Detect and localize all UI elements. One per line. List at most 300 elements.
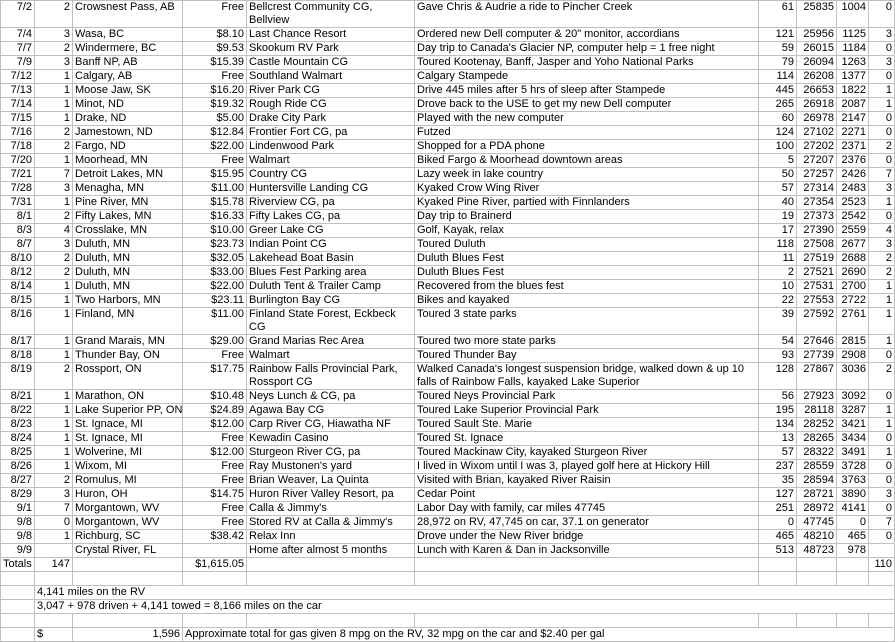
odometer-cell[interactable]: 25956 [797, 28, 837, 42]
odometer-cell[interactable]: 25835 [797, 1, 837, 28]
campground-cell[interactable]: Riverview CG, pa [247, 196, 415, 210]
count-cell[interactable]: 0 [869, 112, 895, 126]
campground-cell[interactable]: Calla & Jimmy's [247, 502, 415, 516]
car-miles-cell[interactable]: 2087 [837, 98, 869, 112]
location-cell[interactable]: St. Ignace, MI [73, 418, 183, 432]
count-cell[interactable]: 0 [869, 210, 895, 224]
date-cell[interactable]: 7/9 [1, 56, 35, 70]
campground-cell[interactable]: Greer Lake CG [247, 224, 415, 238]
count-cell[interactable]: 3 [869, 238, 895, 252]
date-cell[interactable]: 7/18 [1, 140, 35, 154]
date-cell[interactable]: 9/9 [1, 544, 35, 558]
cost-cell[interactable]: $17.75 [183, 363, 247, 390]
odometer-cell[interactable]: 27519 [797, 252, 837, 266]
empty-cell[interactable] [1, 628, 35, 642]
date-cell[interactable]: 8/3 [1, 224, 35, 238]
nights-cell[interactable]: 3 [35, 28, 73, 42]
car-miles-cell[interactable]: 1004 [837, 1, 869, 28]
miles-cell[interactable]: 445 [759, 84, 797, 98]
cost-cell[interactable]: $14.75 [183, 488, 247, 502]
car-miles-cell[interactable]: 2690 [837, 266, 869, 280]
notes-cell[interactable]: Toured Duluth [415, 238, 759, 252]
notes-cell[interactable]: Biked Fargo & Moorhead downtown areas [415, 154, 759, 168]
location-cell[interactable]: Drake, ND [73, 112, 183, 126]
odometer-cell[interactable]: 27867 [797, 363, 837, 390]
date-cell[interactable]: 7/14 [1, 98, 35, 112]
cost-cell[interactable]: $19.32 [183, 98, 247, 112]
miles-cell[interactable]: 79 [759, 56, 797, 70]
location-cell[interactable]: Calgary, AB [73, 70, 183, 84]
odometer-cell[interactable]: 47745 [797, 516, 837, 530]
car-miles-cell[interactable]: 2523 [837, 196, 869, 210]
location-cell[interactable]: Finland, MN [73, 308, 183, 335]
date-cell[interactable]: 8/16 [1, 308, 35, 335]
nights-cell[interactable]: 2 [35, 252, 73, 266]
campground-cell[interactable]: Rough Ride CG [247, 98, 415, 112]
odometer-cell[interactable]: 28721 [797, 488, 837, 502]
odometer-cell[interactable]: 26978 [797, 112, 837, 126]
notes-cell[interactable]: Toured Neys Provincial Park [415, 390, 759, 404]
date-cell[interactable]: 8/7 [1, 238, 35, 252]
date-cell[interactable]: 8/19 [1, 363, 35, 390]
cost-cell[interactable]: Free [183, 1, 247, 28]
cost-cell[interactable]: $22.00 [183, 140, 247, 154]
location-cell[interactable]: Duluth, MN [73, 238, 183, 252]
odometer-cell[interactable]: 27553 [797, 294, 837, 308]
campground-cell[interactable]: River Park CG [247, 84, 415, 98]
odometer-cell[interactable]: 28594 [797, 474, 837, 488]
miles-cell[interactable]: 13 [759, 432, 797, 446]
cost-cell[interactable]: $16.20 [183, 84, 247, 98]
cost-cell[interactable]: $11.00 [183, 308, 247, 335]
date-cell[interactable]: 9/8 [1, 530, 35, 544]
date-cell[interactable]: 7/28 [1, 182, 35, 196]
location-cell[interactable]: Crosslake, MN [73, 224, 183, 238]
nights-cell[interactable]: 7 [35, 168, 73, 182]
location-cell[interactable]: Fifty Lakes, MN [73, 210, 183, 224]
totals-label[interactable]: Totals [1, 558, 35, 572]
location-cell[interactable]: Pine River, MN [73, 196, 183, 210]
car-miles-cell[interactable]: 978 [837, 544, 869, 558]
empty-cell[interactable] [415, 572, 759, 586]
odometer-cell[interactable]: 27646 [797, 335, 837, 349]
count-cell[interactable]: 3 [869, 488, 895, 502]
odometer-cell[interactable]: 26653 [797, 84, 837, 98]
cost-cell[interactable]: $5.00 [183, 112, 247, 126]
campground-cell[interactable]: Sturgeon River CG, pa [247, 446, 415, 460]
gas-note[interactable]: Approximate total for gas given 8 mpg on the RV, 32 mpg on the car and $2.40 per gal [183, 628, 895, 642]
notes-cell[interactable]: Toured Mackinaw City, kayaked Sturgeon River [415, 446, 759, 460]
notes-cell[interactable]: Lazy week in lake country [415, 168, 759, 182]
nights-cell[interactable]: 2 [35, 266, 73, 280]
car-miles-cell[interactable]: 1125 [837, 28, 869, 42]
date-cell[interactable]: 8/22 [1, 404, 35, 418]
notes-cell[interactable]: Cedar Point [415, 488, 759, 502]
cost-cell[interactable]: $12.84 [183, 126, 247, 140]
notes-cell[interactable]: Lunch with Karen & Dan in Jacksonville [415, 544, 759, 558]
cost-cell[interactable]: Free [183, 474, 247, 488]
count-cell[interactable]: 3 [869, 28, 895, 42]
nights-cell[interactable]: 3 [35, 238, 73, 252]
empty-cell[interactable] [247, 558, 415, 572]
count-cell[interactable]: 1 [869, 196, 895, 210]
campground-cell[interactable]: Blues Fest Parking area [247, 266, 415, 280]
campground-cell[interactable]: Lakehead Boat Basin [247, 252, 415, 266]
nights-cell[interactable]: 2 [35, 363, 73, 390]
nights-cell[interactable]: 1 [35, 154, 73, 168]
campground-cell[interactable]: Huntersville Landing CG [247, 182, 415, 196]
location-cell[interactable]: Wolverine, MI [73, 446, 183, 460]
car-miles-cell[interactable]: 2908 [837, 349, 869, 363]
campground-cell[interactable]: Castle Mountain CG [247, 56, 415, 70]
campground-cell[interactable]: Brian Weaver, La Quinta [247, 474, 415, 488]
empty-cell[interactable] [759, 558, 797, 572]
miles-cell[interactable]: 2 [759, 266, 797, 280]
odometer-cell[interactable]: 26094 [797, 56, 837, 70]
car-miles-cell[interactable]: 2815 [837, 335, 869, 349]
cost-cell[interactable]: $32.05 [183, 252, 247, 266]
nights-cell[interactable]: 1 [35, 98, 73, 112]
cost-cell[interactable]: $24.89 [183, 404, 247, 418]
date-cell[interactable]: 8/24 [1, 432, 35, 446]
cost-cell[interactable]: $9.53 [183, 42, 247, 56]
car-miles-cell[interactable]: 2376 [837, 154, 869, 168]
count-cell[interactable]: 0 [869, 126, 895, 140]
miles-cell[interactable]: 0 [759, 516, 797, 530]
nights-cell[interactable]: 1 [35, 294, 73, 308]
miles-cell[interactable]: 56 [759, 390, 797, 404]
notes-cell[interactable]: Ordered new Dell computer & 20" monitor, accordians [415, 28, 759, 42]
notes-cell[interactable]: Drove back to the USE to get my new Dell computer [415, 98, 759, 112]
notes-cell[interactable]: Duluth Blues Fest [415, 252, 759, 266]
campground-cell[interactable]: Skookum RV Park [247, 42, 415, 56]
count-cell[interactable]: 1 [869, 84, 895, 98]
campground-cell[interactable]: Fifty Lakes CG, pa [247, 210, 415, 224]
date-cell[interactable]: 7/16 [1, 126, 35, 140]
notes-cell[interactable]: Bikes and kayaked [415, 294, 759, 308]
location-cell[interactable]: Thunder Bay, ON [73, 349, 183, 363]
odometer-cell[interactable]: 27390 [797, 224, 837, 238]
nights-cell[interactable]: 1 [35, 70, 73, 84]
miles-cell[interactable]: 118 [759, 238, 797, 252]
location-cell[interactable]: Detroit Lakes, MN [73, 168, 183, 182]
location-cell[interactable]: Morgantown, WV [73, 502, 183, 516]
count-cell[interactable]: 0 [869, 42, 895, 56]
empty-cell[interactable] [797, 558, 837, 572]
nights-cell[interactable]: 2 [35, 140, 73, 154]
notes-cell[interactable]: Labor Day with family, car miles 47745 [415, 502, 759, 516]
odometer-cell[interactable]: 28972 [797, 502, 837, 516]
car-miles-cell[interactable]: 2483 [837, 182, 869, 196]
campground-cell[interactable]: Neys Lunch & CG, pa [247, 390, 415, 404]
miles-cell[interactable]: 22 [759, 294, 797, 308]
odometer-cell[interactable]: 27202 [797, 140, 837, 154]
notes-cell[interactable]: Toured two more state parks [415, 335, 759, 349]
empty-cell[interactable] [837, 558, 869, 572]
count-cell[interactable]: 0 [869, 460, 895, 474]
date-cell[interactable]: 8/14 [1, 280, 35, 294]
location-cell[interactable]: Wixom, MI [73, 460, 183, 474]
nights-cell[interactable]: 1 [35, 404, 73, 418]
location-cell[interactable]: Two Harbors, MN [73, 294, 183, 308]
date-cell[interactable]: 7/31 [1, 196, 35, 210]
location-cell[interactable]: Morgantown, WV [73, 516, 183, 530]
count-cell[interactable]: 0 [869, 70, 895, 84]
date-cell[interactable]: 8/26 [1, 460, 35, 474]
notes-cell[interactable]: Day trip to Brainerd [415, 210, 759, 224]
empty-cell[interactable] [415, 558, 759, 572]
car-miles-cell[interactable]: 2371 [837, 140, 869, 154]
empty-cell[interactable] [247, 572, 415, 586]
campground-cell[interactable]: Frontier Fort CG, pa [247, 126, 415, 140]
odometer-cell[interactable]: 27102 [797, 126, 837, 140]
notes-cell[interactable]: Drove under the New River bridge [415, 530, 759, 544]
campground-cell[interactable]: Huron River Valley Resort, pa [247, 488, 415, 502]
miles-cell[interactable]: 93 [759, 349, 797, 363]
empty-cell[interactable] [1, 572, 35, 586]
car-miles-cell[interactable]: 0 [837, 516, 869, 530]
cost-cell[interactable]: $11.00 [183, 182, 247, 196]
car-miles-cell[interactable]: 2722 [837, 294, 869, 308]
miles-cell[interactable]: 11 [759, 252, 797, 266]
nights-cell[interactable]: 2 [35, 42, 73, 56]
empty-cell[interactable] [247, 614, 415, 628]
count-cell[interactable]: 0 [869, 530, 895, 544]
odometer-cell[interactable]: 26918 [797, 98, 837, 112]
location-cell[interactable]: Fargo, ND [73, 140, 183, 154]
miles-cell[interactable]: 17 [759, 224, 797, 238]
notes-cell[interactable]: Toured Thunder Bay [415, 349, 759, 363]
date-cell[interactable]: 8/12 [1, 266, 35, 280]
odometer-cell[interactable]: 27373 [797, 210, 837, 224]
campground-cell[interactable]: Kewadin Casino [247, 432, 415, 446]
odometer-cell[interactable]: 27508 [797, 238, 837, 252]
notes-cell[interactable]: I lived in Wixom until I was 3, played golf here at Hickory Hill [415, 460, 759, 474]
cost-cell[interactable]: $15.39 [183, 56, 247, 70]
empty-cell[interactable] [415, 614, 759, 628]
notes-cell[interactable]: Futzed [415, 126, 759, 140]
miles-cell[interactable]: 61 [759, 1, 797, 28]
odometer-cell[interactable]: 27521 [797, 266, 837, 280]
location-cell[interactable]: Huron, OH [73, 488, 183, 502]
count-cell[interactable]: 2 [869, 363, 895, 390]
miles-cell[interactable]: 465 [759, 530, 797, 544]
odometer-cell[interactable]: 28252 [797, 418, 837, 432]
nights-cell[interactable]: 1 [35, 349, 73, 363]
count-cell[interactable]: 0 [869, 432, 895, 446]
location-cell[interactable]: Moorhead, MN [73, 154, 183, 168]
date-cell[interactable]: 8/10 [1, 252, 35, 266]
date-cell[interactable]: 9/1 [1, 502, 35, 516]
odometer-cell[interactable]: 27314 [797, 182, 837, 196]
location-cell[interactable]: Romulus, MI [73, 474, 183, 488]
location-cell[interactable]: Crowsnest Pass, AB [73, 1, 183, 28]
notes-cell[interactable]: Drive 445 miles after 5 hrs of sleep after Stampede [415, 84, 759, 98]
cost-cell[interactable]: $16.33 [183, 210, 247, 224]
empty-cell[interactable] [759, 572, 797, 586]
notes-cell[interactable]: Toured 3 state parks [415, 308, 759, 335]
count-cell[interactable]: 1 [869, 335, 895, 349]
miles-cell[interactable]: 195 [759, 404, 797, 418]
miles-cell[interactable]: 513 [759, 544, 797, 558]
car-miles-cell[interactable]: 465 [837, 530, 869, 544]
count-cell[interactable]: 2 [869, 252, 895, 266]
date-cell[interactable]: 8/27 [1, 474, 35, 488]
campground-cell[interactable]: Agawa Bay CG [247, 404, 415, 418]
cost-cell[interactable]: $15.95 [183, 168, 247, 182]
notes-cell[interactable]: Calgary Stampede [415, 70, 759, 84]
empty-cell[interactable] [837, 572, 869, 586]
cost-cell[interactable]: $23.11 [183, 294, 247, 308]
car-miles-cell[interactable]: 2147 [837, 112, 869, 126]
date-cell[interactable]: 8/23 [1, 418, 35, 432]
car-miles-cell[interactable]: 2426 [837, 168, 869, 182]
odometer-cell[interactable]: 28559 [797, 460, 837, 474]
cost-cell[interactable]: $10.00 [183, 224, 247, 238]
nights-cell[interactable]: 1 [35, 390, 73, 404]
car-miles-cell[interactable]: 2761 [837, 308, 869, 335]
campground-cell[interactable]: Last Chance Resort [247, 28, 415, 42]
cost-cell[interactable]: $38.42 [183, 530, 247, 544]
nights-cell[interactable]: 3 [35, 56, 73, 70]
car-miles-note[interactable]: 3,047 + 978 driven + 4,141 towed = 8,166 miles on the car [35, 600, 895, 614]
location-cell[interactable]: Windermere, BC [73, 42, 183, 56]
notes-cell[interactable]: Day trip to Canada's Glacier NP, computer help = 1 free night [415, 42, 759, 56]
campground-cell[interactable]: Rainbow Falls Provincial Park, Rossport CG [247, 363, 415, 390]
nights-cell[interactable]: 3 [35, 182, 73, 196]
nights-cell[interactable] [35, 544, 73, 558]
location-cell[interactable]: Rossport, ON [73, 363, 183, 390]
car-miles-cell[interactable]: 1184 [837, 42, 869, 56]
empty-cell[interactable] [73, 558, 183, 572]
campground-cell[interactable]: Ray Mustonen's yard [247, 460, 415, 474]
car-miles-cell[interactable]: 2271 [837, 126, 869, 140]
car-miles-cell[interactable]: 3287 [837, 404, 869, 418]
gas-amount[interactable]: 1,596 [73, 628, 183, 642]
nights-cell[interactable]: 7 [35, 502, 73, 516]
miles-cell[interactable]: 251 [759, 502, 797, 516]
gas-currency[interactable]: $ [35, 628, 73, 642]
count-cell[interactable]: 1 [869, 98, 895, 112]
count-cell[interactable]: 0 [869, 474, 895, 488]
miles-cell[interactable]: 57 [759, 182, 797, 196]
car-miles-cell[interactable]: 3728 [837, 460, 869, 474]
location-cell[interactable]: Duluth, MN [73, 280, 183, 294]
nights-cell[interactable]: 0 [35, 516, 73, 530]
notes-cell[interactable]: 28,972 on RV, 47,745 on car, 37.1 on generator [415, 516, 759, 530]
nights-cell[interactable]: 1 [35, 196, 73, 210]
campground-cell[interactable]: Drake City Park [247, 112, 415, 126]
miles-cell[interactable]: 59 [759, 42, 797, 56]
nights-cell[interactable]: 2 [35, 126, 73, 140]
notes-cell[interactable]: Toured St. Ignace [415, 432, 759, 446]
notes-cell[interactable]: Recovered from the blues fest [415, 280, 759, 294]
count-cell[interactable]: 4 [869, 224, 895, 238]
campground-cell[interactable]: Home after almost 5 months [247, 544, 415, 558]
miles-cell[interactable]: 100 [759, 140, 797, 154]
count-cell[interactable]: 1 [869, 308, 895, 335]
date-cell[interactable]: 8/21 [1, 390, 35, 404]
location-cell[interactable]: Crystal River, FL [73, 544, 183, 558]
odometer-cell[interactable]: 26015 [797, 42, 837, 56]
location-cell[interactable]: Richburg, SC [73, 530, 183, 544]
miles-cell[interactable]: 39 [759, 308, 797, 335]
count-cell[interactable]: 1 [869, 418, 895, 432]
count-cell[interactable]: 0 [869, 154, 895, 168]
nights-cell[interactable]: 1 [35, 84, 73, 98]
odometer-cell[interactable]: 27354 [797, 196, 837, 210]
campground-cell[interactable]: Finland State Forest, Eckbeck CG [247, 308, 415, 335]
count-cell[interactable]: 1 [869, 294, 895, 308]
location-cell[interactable]: Grand Marais, MN [73, 335, 183, 349]
odometer-cell[interactable]: 28265 [797, 432, 837, 446]
nights-cell[interactable]: 2 [35, 1, 73, 28]
empty-cell[interactable] [1, 586, 35, 600]
car-miles-cell[interactable]: 3036 [837, 363, 869, 390]
odometer-cell[interactable]: 27592 [797, 308, 837, 335]
campground-cell[interactable]: Relax Inn [247, 530, 415, 544]
odometer-cell[interactable]: 27531 [797, 280, 837, 294]
location-cell[interactable]: Menagha, MN [73, 182, 183, 196]
car-miles-cell[interactable]: 2688 [837, 252, 869, 266]
date-cell[interactable]: 7/2 [1, 1, 35, 28]
campground-cell[interactable]: Lindenwood Park [247, 140, 415, 154]
cost-cell[interactable]: Free [183, 460, 247, 474]
empty-cell[interactable] [35, 572, 73, 586]
nights-cell[interactable]: 1 [35, 418, 73, 432]
nights-cell[interactable]: 1 [35, 446, 73, 460]
cost-cell[interactable]: Free [183, 349, 247, 363]
totals-count[interactable]: 110 [869, 558, 895, 572]
count-cell[interactable]: 0 [869, 349, 895, 363]
notes-cell[interactable]: Played with the new computer [415, 112, 759, 126]
car-miles-cell[interactable]: 2677 [837, 238, 869, 252]
nights-cell[interactable]: 1 [35, 432, 73, 446]
car-miles-cell[interactable]: 3421 [837, 418, 869, 432]
notes-cell[interactable]: Toured Kootenay, Banff, Jasper and Yoho National Parks [415, 56, 759, 70]
empty-cell[interactable] [797, 572, 837, 586]
nights-cell[interactable]: 1 [35, 460, 73, 474]
miles-cell[interactable]: 60 [759, 112, 797, 126]
notes-cell[interactable]: Kyaked Crow Wing River [415, 182, 759, 196]
location-cell[interactable]: Jamestown, ND [73, 126, 183, 140]
date-cell[interactable]: 8/25 [1, 446, 35, 460]
notes-cell[interactable]: Shopped for a PDA phone [415, 140, 759, 154]
miles-cell[interactable]: 40 [759, 196, 797, 210]
empty-cell[interactable] [73, 614, 183, 628]
location-cell[interactable]: Duluth, MN [73, 252, 183, 266]
campground-cell[interactable]: Country CG [247, 168, 415, 182]
count-cell[interactable]: 0 [869, 390, 895, 404]
date-cell[interactable]: 8/17 [1, 335, 35, 349]
cost-cell[interactable]: $10.48 [183, 390, 247, 404]
miles-cell[interactable]: 35 [759, 474, 797, 488]
campground-cell[interactable]: Walmart [247, 154, 415, 168]
odometer-cell[interactable]: 48210 [797, 530, 837, 544]
odometer-cell[interactable]: 28322 [797, 446, 837, 460]
count-cell[interactable]: 7 [869, 168, 895, 182]
car-miles-cell[interactable]: 1377 [837, 70, 869, 84]
car-miles-cell[interactable]: 3092 [837, 390, 869, 404]
location-cell[interactable]: Banff NP, AB [73, 56, 183, 70]
cost-cell[interactable]: $12.00 [183, 446, 247, 460]
odometer-cell[interactable]: 48723 [797, 544, 837, 558]
empty-cell[interactable] [183, 572, 247, 586]
empty-cell[interactable] [1, 600, 35, 614]
location-cell[interactable]: Lake Superior PP, ON [73, 404, 183, 418]
date-cell[interactable]: 9/8 [1, 516, 35, 530]
empty-cell[interactable] [869, 614, 895, 628]
